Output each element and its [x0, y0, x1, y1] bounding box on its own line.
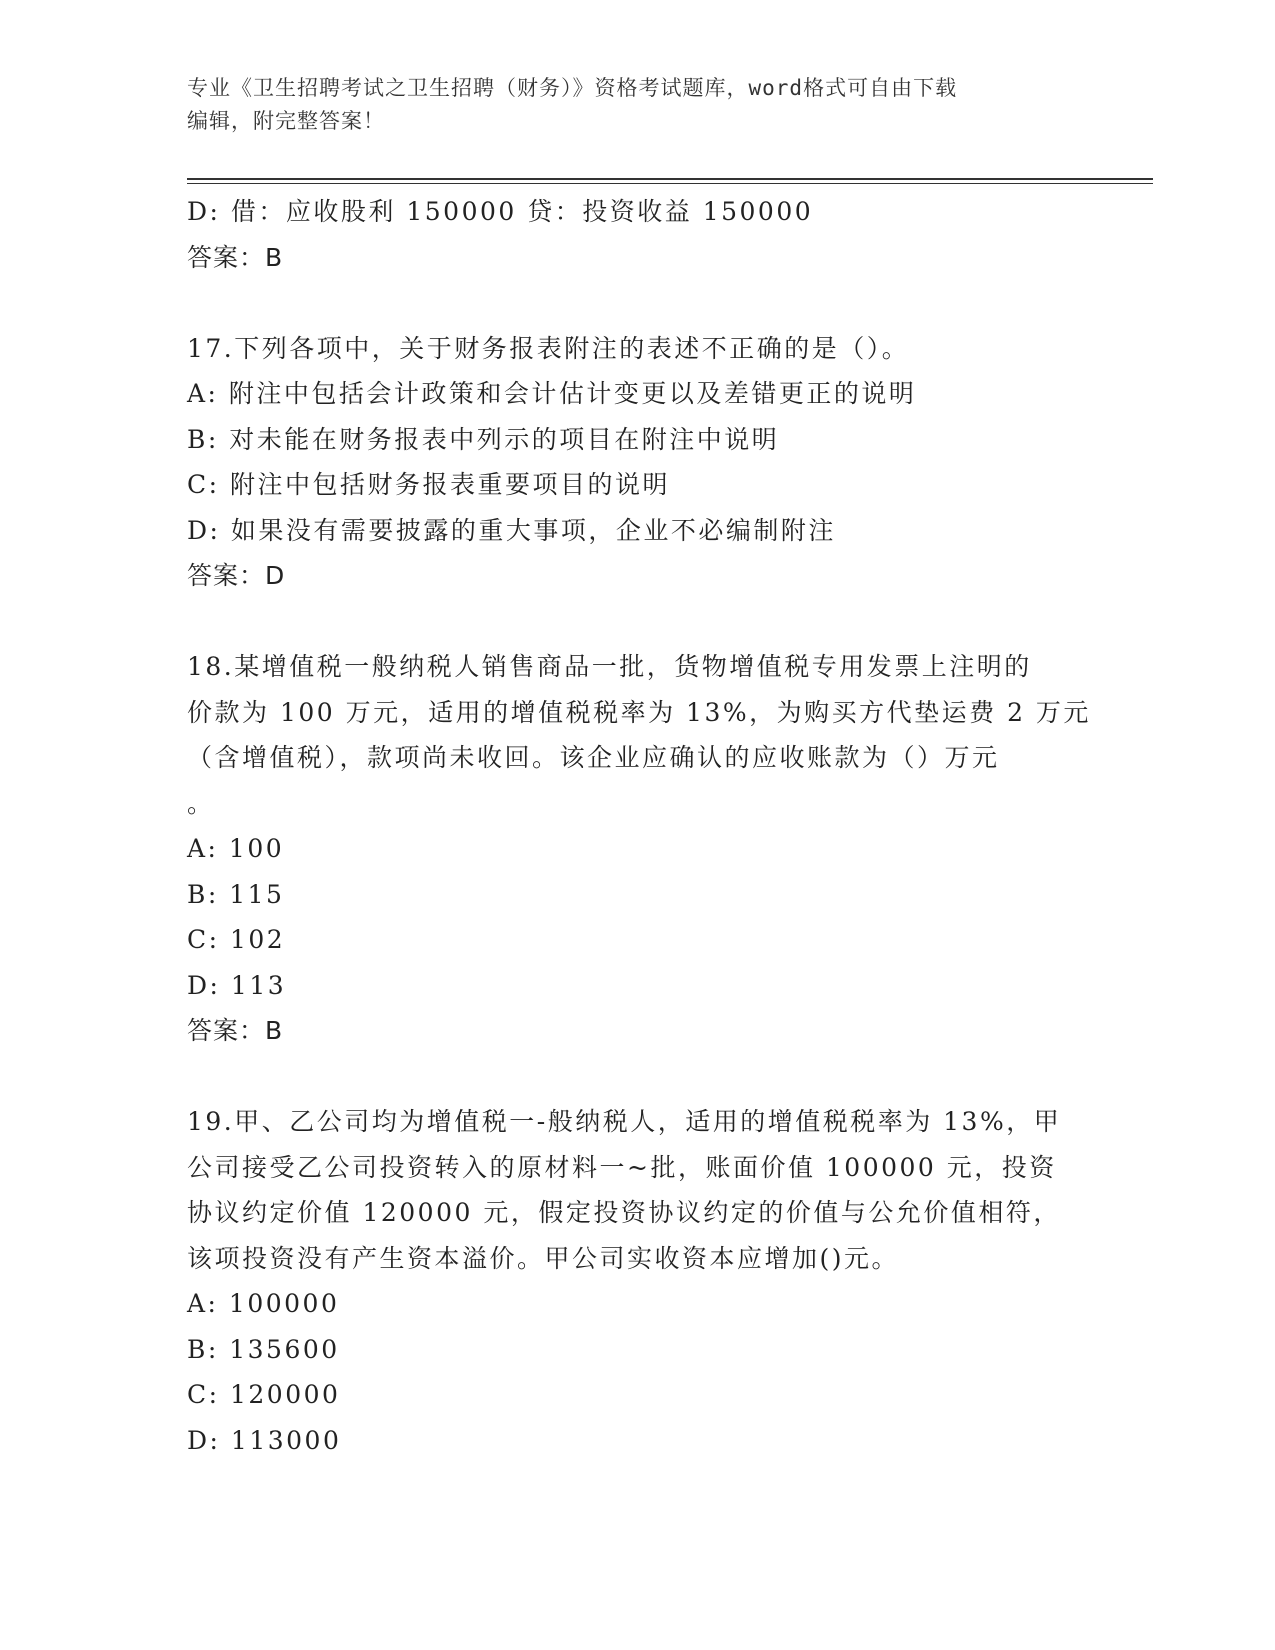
question-stem-line-2: 价款为 100 万元，适用的增值税税率为 13%，为购买方代垫运费 2 万元 [187, 697, 1091, 727]
option-a: A: 100000 [187, 1289, 340, 1318]
answer-line: 答案：D [187, 561, 286, 590]
question-stem-line-1: 19.甲、乙公司均为增值税一-般纳税人，适用的增值税税率为 13%，甲 [187, 1107, 1062, 1136]
option-b: B: 对未能在财务报表中列示的项目在附注中说明 [187, 424, 780, 454]
spacer [187, 1054, 1087, 1100]
option-b: B: 115 [187, 879, 285, 909]
spacer [187, 280, 1087, 326]
option-d: D: 113000 [187, 1425, 342, 1455]
question-stem-line-3: （含增值税），款项尚未收回。该企业应确认的应收账款为（）万元 [187, 743, 1000, 772]
option-c: C: 120000 [187, 1380, 341, 1409]
header-rule-thick [187, 178, 1153, 180]
option-d: D: 借：应收股利 150000 贷：投资收益 150000 [187, 197, 814, 226]
option-a: A: 附注中包括会计政策和会计估计变更以及差错更正的说明 [187, 379, 917, 408]
header-rule-thin [187, 183, 1153, 184]
page-header [187, 72, 1067, 138]
option-b: B: 135600 [187, 1334, 340, 1364]
question-stem-line-3: 协议约定价值 120000 元，假定投资协议约定的价值与公允价值相符， [187, 1198, 1061, 1227]
spacer [187, 599, 1087, 645]
answer-line: 答案：B [187, 1016, 284, 1045]
option-a: A: 100 [187, 834, 285, 863]
option-c: C: 102 [187, 925, 286, 954]
question-stem-line-4: 该项投资没有产生资本溢价。甲公司实收资本应增加()元。 [187, 1243, 900, 1273]
document-body [187, 189, 1091, 1463]
previous-question-tail [187, 189, 1087, 280]
question-stem: 17.下列各项中，关于财务报表附注的表述不正确的是（）。 [187, 333, 910, 363]
question-stem-line-1: 18.某增值税一般纳税人销售商品一批，货物增值税专用发票上注明的 [187, 652, 1032, 681]
option-d: D: 如果没有需要披露的重大事项，企业不必编制附注 [187, 515, 836, 545]
question-19 [187, 1099, 1087, 1463]
question-17 [187, 326, 1087, 599]
option-c: C: 附注中包括财务报表重要项目的说明 [187, 470, 670, 499]
header-line-1: 专业《卫生招聘考试之卫生招聘（财务）》资格考试题库，word格式可自由下载 [187, 76, 958, 100]
question-stem-line-4: 。 [187, 788, 215, 818]
question-18 [187, 644, 1091, 1054]
option-d: D: 113 [187, 970, 287, 1000]
answer-line: 答案：B [187, 242, 284, 272]
header-line-2: 编辑，附完整答案！ [187, 109, 385, 133]
question-stem-line-2: 公司接受乙公司投资转入的原材料一~批，账面价值 100000 元，投资 [187, 1152, 1057, 1182]
